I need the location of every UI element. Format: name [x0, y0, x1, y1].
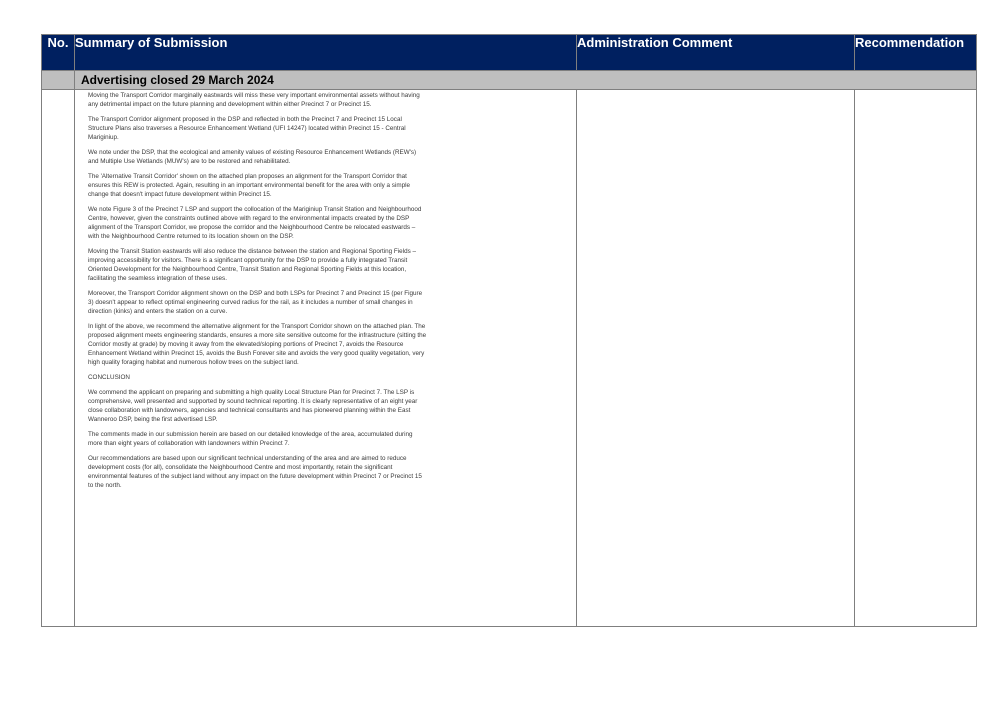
header-recommendation: Recommendation	[855, 35, 977, 71]
submission-paragraph: The comments made in our submission herein are based on our detailed knowledge of the area, accumulated during more than eight years of collaboration with landowners within Precinct 7.	[88, 431, 413, 447]
header-summary: Summary of Submission	[75, 35, 577, 71]
submissions-table	[41, 34, 977, 627]
submission-paragraph: The Transport Corridor alignment proposed in the DSP and reflected in both the Precinct 7 and Precinct 15 Local Structure Plans also traverses a Resource Enhancement Wetland (UFI 14247) located within Precinct 15 - Central Mariginiup.	[88, 116, 406, 141]
banner-row	[42, 71, 977, 90]
header-admin-comment: Administration Comment	[577, 35, 855, 71]
banner-no-cell	[42, 71, 75, 90]
submission-paragraph: Moreover, the Transport Corridor alignment shown on the DSP and both LSPs for Precinct 7 and Precinct 15 (per Figure 3) doesn't appear to reflect optimal engineering curved radius for the rail, as it includes a number of small changes in direction (kinks) and enters the station on a curve.	[88, 290, 423, 315]
submission-paragraph: Moving the Transit Station eastwards will also reduce the distance between the station and Regional Sporting Fields – improving accessibility for visitors. There is a significant opportunity for the DSP to provide a fully integrated Transit Oriented Development for the Neighbourhood Centre, Transit Station and Regional Sporting Fields at this location, facilitating the seamless integration of these uses.	[88, 248, 416, 282]
header-row	[42, 35, 977, 71]
submission-paragraph: We note Figure 3 of the Precinct 7 LSP and support the collocation of the Mariginiup Transit Station and Neighbourhood Centre, however, given the constraints outlined above with regard to the environmental impacts created by the DSP alignment of the Transport Corridor, we propose the corridor and the Neighbourhood Centre be relocated eastwards – with the Neighbourhood Centre returned to its location shown on the DSP.	[88, 206, 422, 240]
conclusion-heading: CONCLUSION	[88, 373, 130, 381]
submission-no-cell	[42, 90, 75, 627]
header-no: No.	[42, 35, 75, 71]
submission-summary-cell	[75, 90, 577, 627]
scanned-submission-text	[75, 90, 428, 491]
recommendation-cell	[855, 90, 977, 627]
submission-paragraph: We note under the DSP, that the ecological and amenity values of existing Resource Enhancement Wetlands (REW's) and Multiple Use Wetlands (MUW's) are to be restored and rehabilitated.	[88, 149, 417, 166]
submission-paragraph: The 'Alternative Transit Corridor' shown on the attached plan proposes an alignment for the Transport Corridor that ensures this REW is protected. Again, resulting in an important environmental benefit for the area with only a simple change that doesn't impact future development within Precinct 15.	[88, 173, 411, 199]
administration-comment-cell	[577, 90, 855, 627]
submission-paragraph: Moving the Transport Corridor marginally eastwards will miss these very important environmental assets without having any detrimental impact on the future planning and development within either Precinct 7 or Precinct 15.	[88, 92, 420, 108]
advertising-closed-banner: Advertising closed 29 March 2024	[75, 71, 977, 90]
submission-row	[42, 90, 977, 627]
submission-paragraph: We commend the applicant on preparing and submitting a high quality Local Structure Plan for Precinct 7. The LSP is comprehensive, well presented and supported by sound technical reporting. It is clearly representative of an eight year close collaboration with landowners, agencies and technical consultants and has pioneered planning within the East Wanneroo DSP, being the first advertised LSP.	[88, 389, 418, 423]
submission-paragraph: Our recommendations are based upon our significant technical understanding of the area and are aimed to reduce development costs (for all), consolidate the Neighbourhood Centre and most importantly, retain the significant environmental features of the subject land without any impact on the future development within Precinct 7 or Precinct 15 to the north.	[88, 455, 422, 489]
submission-paragraph: In light of the above, we recommend the alternative alignment for the Transport Corridor shown on the attached plan. The proposed alignment meets engineering standards, ensures a more site sensitive outcome for the infrastructure (sitting the Corridor mostly at grade) by moving it away from the elevated/sloping portions of Precinct 7, avoids the Resource Enhancement Wetland within Precinct 15, avoids the Bush Forever site and avoids the very good quality vegetation, very high quality foraging habitat and numerous hollow trees on the subject land.	[88, 323, 427, 366]
